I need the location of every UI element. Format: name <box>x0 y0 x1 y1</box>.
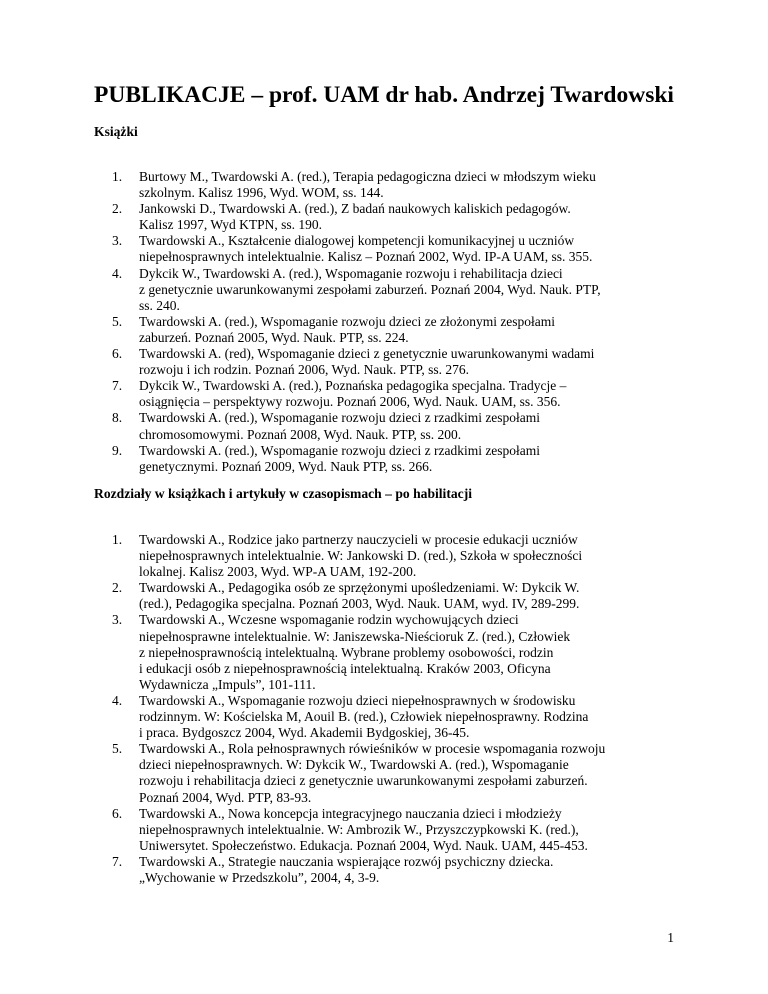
list-item <box>112 580 692 612</box>
list-item <box>112 314 692 346</box>
list-item-text-line: rozwoju i ich rodzin. Poznań 2006, Wyd. Nauk. PTP, ss. 276. <box>139 362 470 378</box>
list-item-text-line: Dykcik W., Twardowski A. (red.), Poznańska pedagogika specjalna. Tradycje – <box>139 378 567 394</box>
list-item <box>112 346 692 378</box>
list-item-text-line: rodzinnym. W: Kościelska M, Aouil B. (red.), Człowiek niepełnosprawny. Rodzina <box>139 709 589 725</box>
list-item-number: 5. <box>112 741 123 757</box>
list-item <box>112 169 692 201</box>
list-item <box>112 532 692 580</box>
list-item-number: 4. <box>112 265 123 281</box>
list-item-text-line: Twardowski A., Strategie nauczania wspierające rozwój psychiczny dziecka. <box>139 853 554 869</box>
list-item-text-line: ss. 240. <box>139 297 180 313</box>
page-title: PUBLIKACJE – prof. UAM dr hab. Andrzej Twardowski <box>94 82 674 108</box>
list-item <box>112 741 692 805</box>
list-item <box>112 693 692 741</box>
list-item-text-line: Twardowski A., Rodzice jako partnerzy nauczycieli w procesie edukacji uczniów <box>139 532 578 547</box>
list-item-number: 6. <box>112 346 123 362</box>
list-item-text-line: Twardowski A., Wspomaganie rozwoju dzieci niepełnosprawnych w środowisku <box>139 692 576 708</box>
list-item-number: 2. <box>112 580 123 596</box>
list-item <box>112 612 692 692</box>
list-item-text-line: Twardowski A. (red.), Wspomaganie rozwoju dzieci ze złożonymi zespołami <box>139 313 556 329</box>
books-list <box>112 169 692 475</box>
list-item-number: 3. <box>112 233 123 249</box>
list-item <box>112 443 692 475</box>
list-item-text-line: szkolnym. Kalisz 1996, Wyd. WOM, ss. 144. <box>139 185 384 201</box>
list-item-text-line: lokalnej. Kalisz 2003, Wyd. WP-A UAM, 192-200. <box>139 564 417 580</box>
list-item-text-line: Kalisz 1997, Wyd KTPN, ss. 190. <box>139 217 323 233</box>
list-item <box>112 378 692 410</box>
list-item-text-line: i edukacji osób z niepełnosprawnością intelektualną. Kraków 2003, Oficyna <box>139 660 551 676</box>
list-item-text-line: niepełnosprawnych intelektualnie. W: Ambrozik W., Przyszczypkowski K. (red.), <box>139 821 579 837</box>
list-item-number: 1. <box>112 532 123 547</box>
chapters-list <box>112 532 692 886</box>
list-item <box>112 266 692 314</box>
page-number: 1 <box>667 930 674 945</box>
list-item-text-line: genetycznymi. Poznań 2009, Wyd. Nauk PTP, ss. 266. <box>139 458 433 474</box>
list-item-text-line: z genetycznie uwarunkowanymi zespołami zaburzeń. Poznań 2004, Wyd. Nauk. PTP, <box>139 281 601 297</box>
list-item-number: 1. <box>112 169 123 184</box>
list-item-text-line: Twardowski A., Kształcenie dialogowej kompetencji komunikacyjnej u uczniów <box>139 233 575 249</box>
list-item-text-line: rozwoju i rehabilitacja dzieci z genetycznie uwarunkowanymi zespołami zaburzeń. <box>139 773 588 789</box>
list-item-text-line: Twardowski A., Wczesne wspomaganie rodzin wychowujących dzieci <box>139 612 519 628</box>
section-heading-chapters: Rozdziały w książkach i artykuły w czasopismach – po habilitacji <box>94 486 472 501</box>
list-item-text-line: niepełnosprawnych intelektualnie. W: Jankowski D. (red.), Szkoła w społeczności <box>139 548 583 564</box>
list-item-text-line: i praca. Bydgoszcz 2004, Wyd. Akademii Bydgoskiej, 36-45. <box>139 725 470 741</box>
list-item-text-line: Wydawnicza „Impuls”, 101-111. <box>139 676 316 692</box>
list-item <box>112 806 692 854</box>
list-item-text-line: Twardowski A., Rola pełnosprawnych rówieśników w procesie wspomagania rozwoju <box>139 741 606 757</box>
list-item-text-line: Jankowski D., Twardowski A. (red.), Z badań naukowych kaliskich pedagogów. <box>139 201 571 217</box>
list-item-number: 2. <box>112 201 123 217</box>
list-item-text-line: Twardowski A. (red), Wspomaganie dzieci z genetycznie uwarunkowanymi wadami <box>139 346 595 362</box>
list-item-text-line: Uniwersytet. Społeczeństwo. Edukacja. Poznań 2004, Wyd. Nauk. UAM, 445-453. <box>139 837 588 853</box>
list-item-text-line: chromosomowymi. Poznań 2008, Wyd. Nauk. PTP, ss. 200. <box>139 426 462 442</box>
list-item-text-line: niepełnosprawnych intelektualnie. Kalisz – Poznań 2002, Wyd. IP-A UAM, ss. 355. <box>139 249 593 265</box>
list-item-number: 7. <box>112 853 123 869</box>
list-item-text-line: Poznań 2004, Wyd. PTP, 83-93. <box>139 789 312 805</box>
section-heading-books: Książki <box>94 124 138 139</box>
list-item-text-line: zaburzeń. Poznań 2005, Wyd. Nauk. PTP, ss. 224. <box>139 329 409 345</box>
list-item-number: 7. <box>112 378 123 394</box>
list-item <box>112 201 692 233</box>
list-item-number: 9. <box>112 442 123 458</box>
list-item-text-line: „Wychowanie w Przedszkolu”, 2004, 4, 3-9. <box>139 869 380 885</box>
list-item-text-line: Twardowski A. (red.), Wspomaganie rozwoju dzieci z rzadkimi zespołami <box>139 442 541 458</box>
list-item <box>112 410 692 442</box>
list-item-number: 3. <box>112 612 123 628</box>
list-item-text-line: Dykcik W., Twardowski A. (red.), Wspomaganie rozwoju i rehabilitacja dzieci <box>139 265 563 281</box>
list-item-text-line: Twardowski A., Pedagogika osób ze sprzężonymi upośledzeniami. W: Dykcik W. <box>139 580 580 596</box>
list-item-number: 6. <box>112 805 123 821</box>
list-item-text-line: osiągnięcia – perspektywy rozwoju. Poznań 2006, Wyd. Nauk. UAM, ss. 356. <box>139 394 561 410</box>
list-item-text-line: dzieci niepełnosprawnych. W: Dykcik W., Twardowski A. (red.), Wspomaganie <box>139 757 569 773</box>
list-item-number: 4. <box>112 692 123 708</box>
list-item-number: 8. <box>112 410 123 426</box>
list-item <box>112 233 692 265</box>
list-item-text-line: niepełnosprawne intelektualnie. W: Janiszewska-Nieścioruk Z. (red.), Człowiek <box>139 628 571 644</box>
list-item-number: 5. <box>112 313 123 329</box>
list-item-text-line: (red.), Pedagogika specjalna. Poznań 2003, Wyd. Nauk. UAM, wyd. IV, 289-299. <box>139 596 580 612</box>
list-item-text-line: Twardowski A., Nowa koncepcja integracyjnego nauczania dzieci i młodzieży <box>139 805 562 821</box>
list-item-text-line: Twardowski A. (red.), Wspomaganie rozwoju dzieci z rzadkimi zespołami <box>139 410 541 426</box>
list-item <box>112 854 692 886</box>
list-item-text-line: Burtowy M., Twardowski A. (red.), Terapia pedagogiczna dzieci w młodszym wieku <box>139 169 596 184</box>
list-item-text-line: z niepełnosprawnością intelektualną. Wybrane problemy osobowości, rodzin <box>139 644 554 660</box>
